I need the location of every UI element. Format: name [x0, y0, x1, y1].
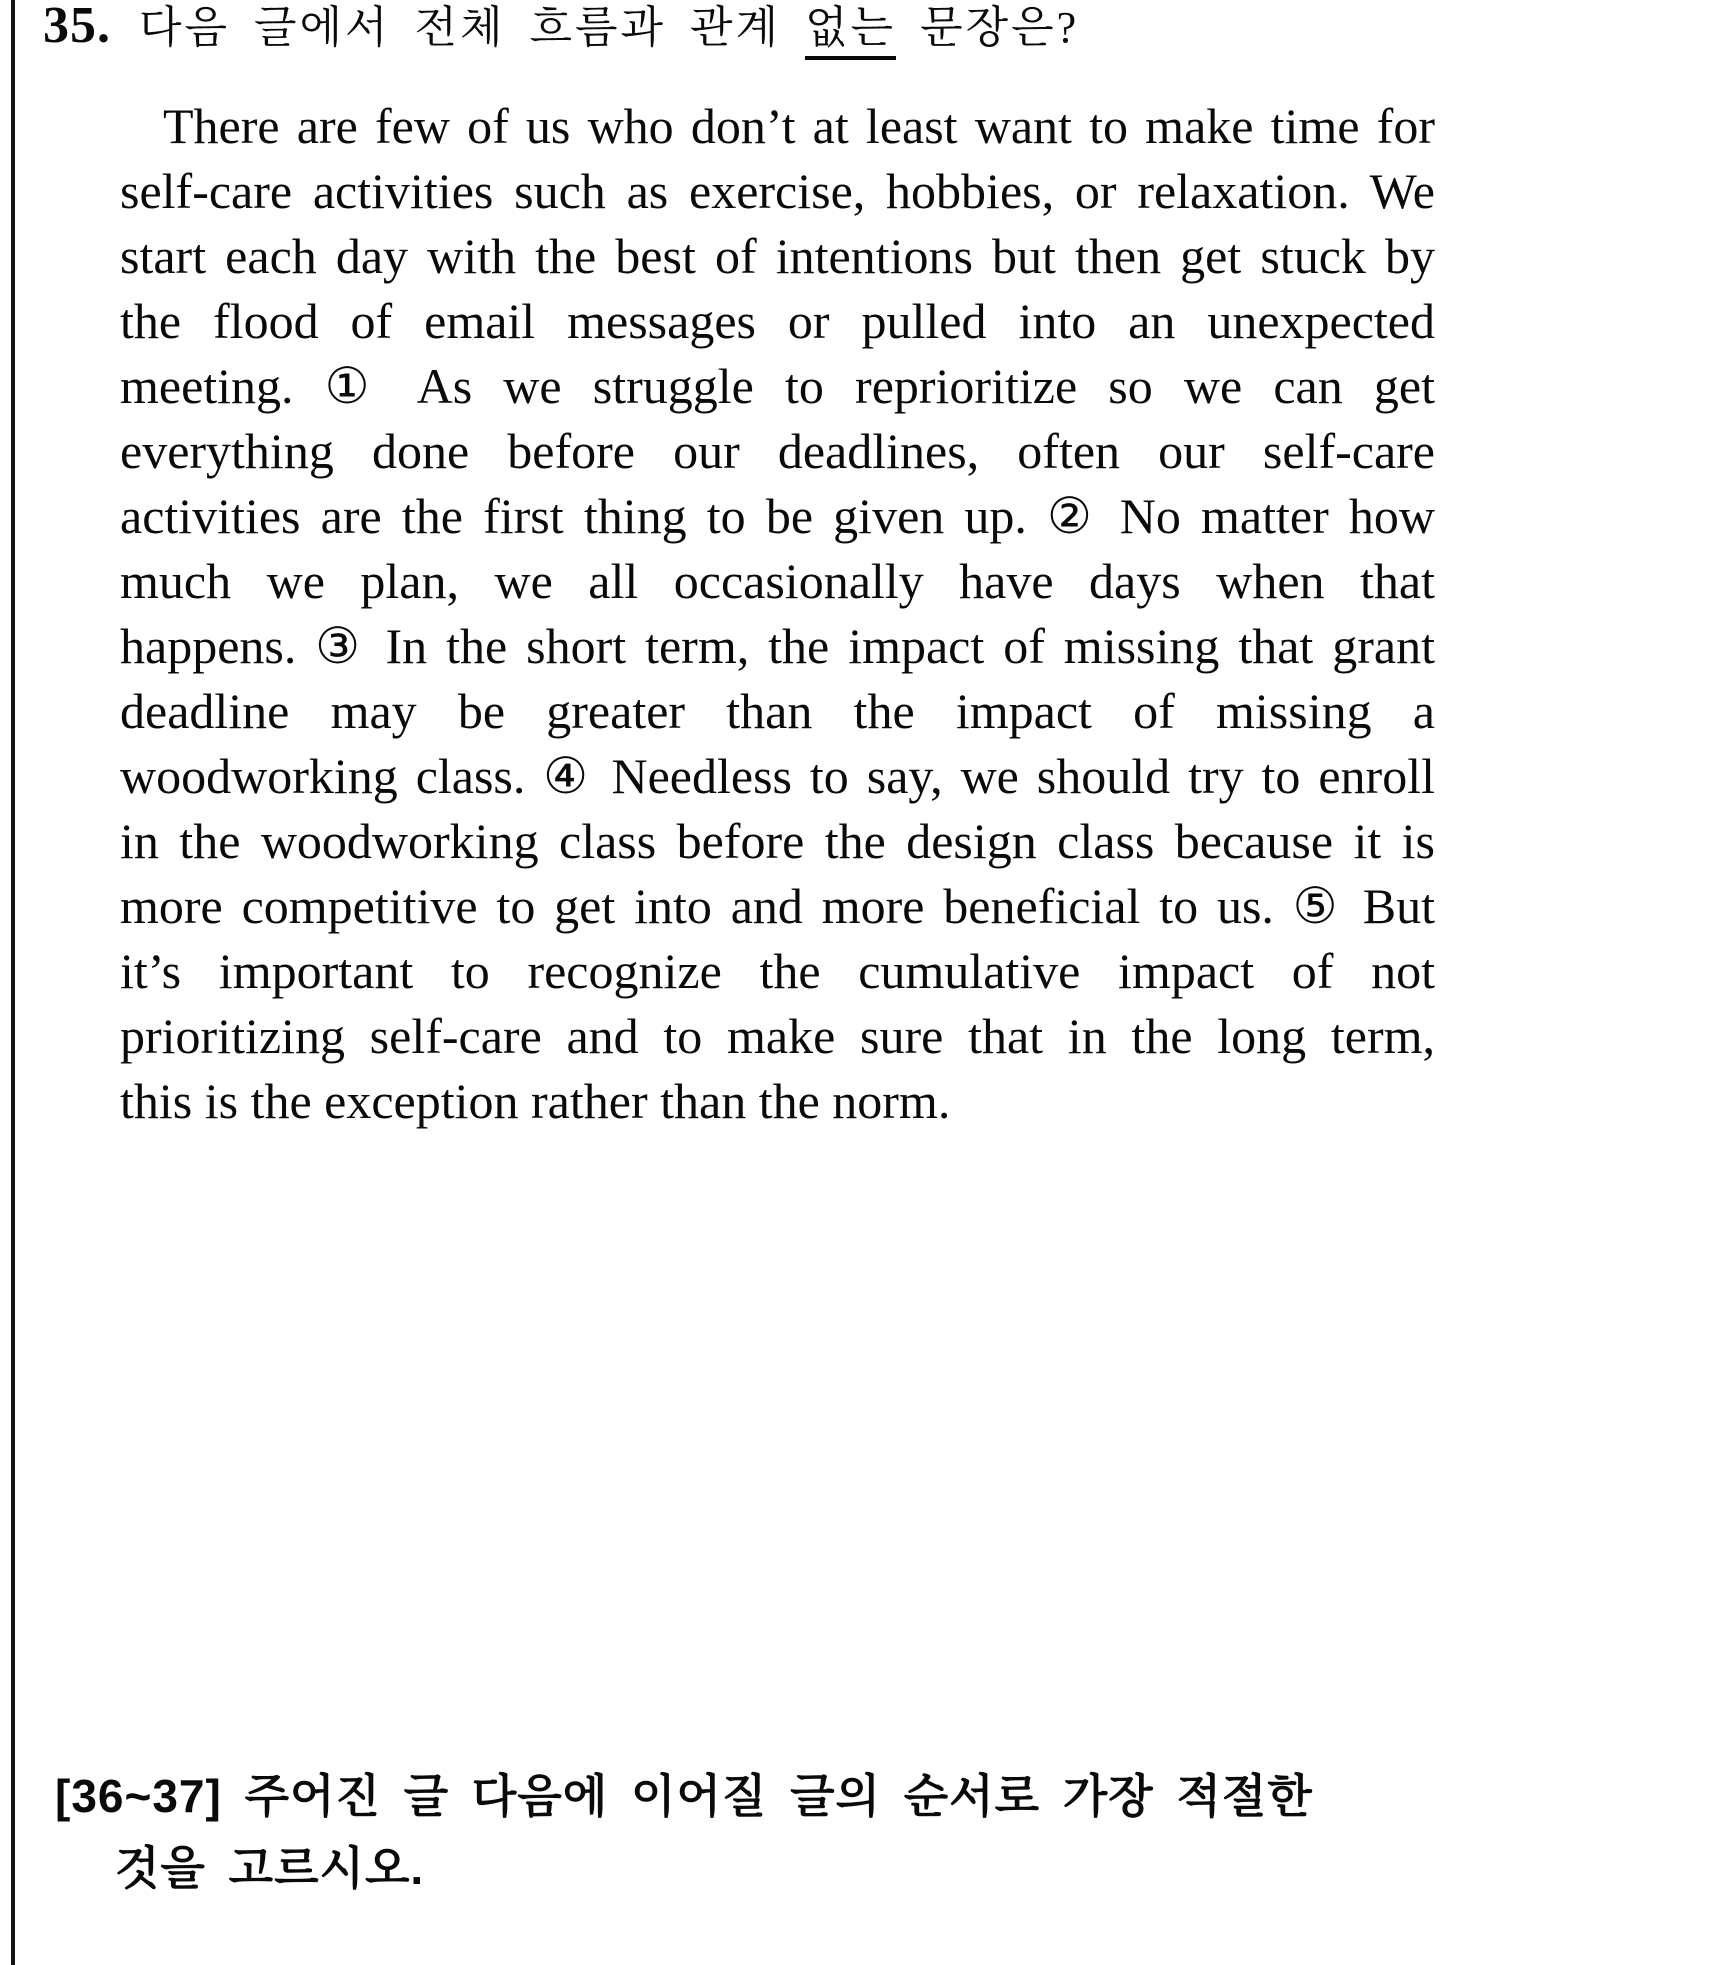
passage-line: self-care activities such as exercise, hobbies, or relaxation. We: [120, 163, 1435, 219]
passage-35: [120, 94, 1435, 1134]
passage-line: the flood of email messages or pulled into an unexpected: [120, 293, 1435, 349]
passage-line: There are few of us who don’t at least want to make time for: [163, 98, 1435, 154]
question-number: 35.: [43, 0, 111, 54]
question-prompt-suffix: 문장은?: [896, 3, 1080, 52]
passage-line: meeting. ① As we struggle to reprioritize so we can get: [120, 358, 1435, 414]
passage-line: it’s important to recognize the cumulative impact of not: [120, 943, 1435, 999]
passage-line: deadline may be greater than the impact of missing a: [120, 683, 1435, 739]
passage-line: more competitive to get into and more beneficial to us. ⑤ But: [120, 878, 1435, 934]
question-35-header: [43, 0, 1079, 58]
passage-line: woodworking class. ④ Needless to say, we should try to enroll: [120, 748, 1435, 804]
instruction-line-1: [36~37] 주어진 글 다음에 이어질 글의 순서로 가장 적절한: [55, 1770, 1313, 1822]
passage-line: prioritizing self-care and to make sure that in the long term,: [120, 1008, 1435, 1064]
passage-line: start each day with the best of intentions but then get stuck by: [120, 228, 1435, 284]
instruction-line-2: 것을 고르시오.: [115, 1842, 425, 1894]
passage-line: activities are the first thing to be given up. ② No matter how: [120, 488, 1435, 544]
question-prompt: [139, 0, 1079, 58]
question-prompt-underlined-word: 없는: [805, 3, 896, 60]
passage-line: in the woodworking class before the design class because it is: [120, 813, 1435, 869]
column-divider-line: [11, 0, 15, 1965]
passage-line: much we plan, we all occasionally have days when that: [120, 553, 1435, 609]
section-36-37-instruction: [55, 1760, 1635, 1904]
passage-line: happens. ③ In the short term, the impact of missing that grant: [120, 618, 1435, 674]
passage-line: everything done before our deadlines, often our self-care: [120, 423, 1435, 479]
question-prompt-prefix: 다음 글에서 전체 흐름과 관계: [139, 3, 806, 52]
passage-line: this is the exception rather than the norm.: [120, 1073, 951, 1129]
